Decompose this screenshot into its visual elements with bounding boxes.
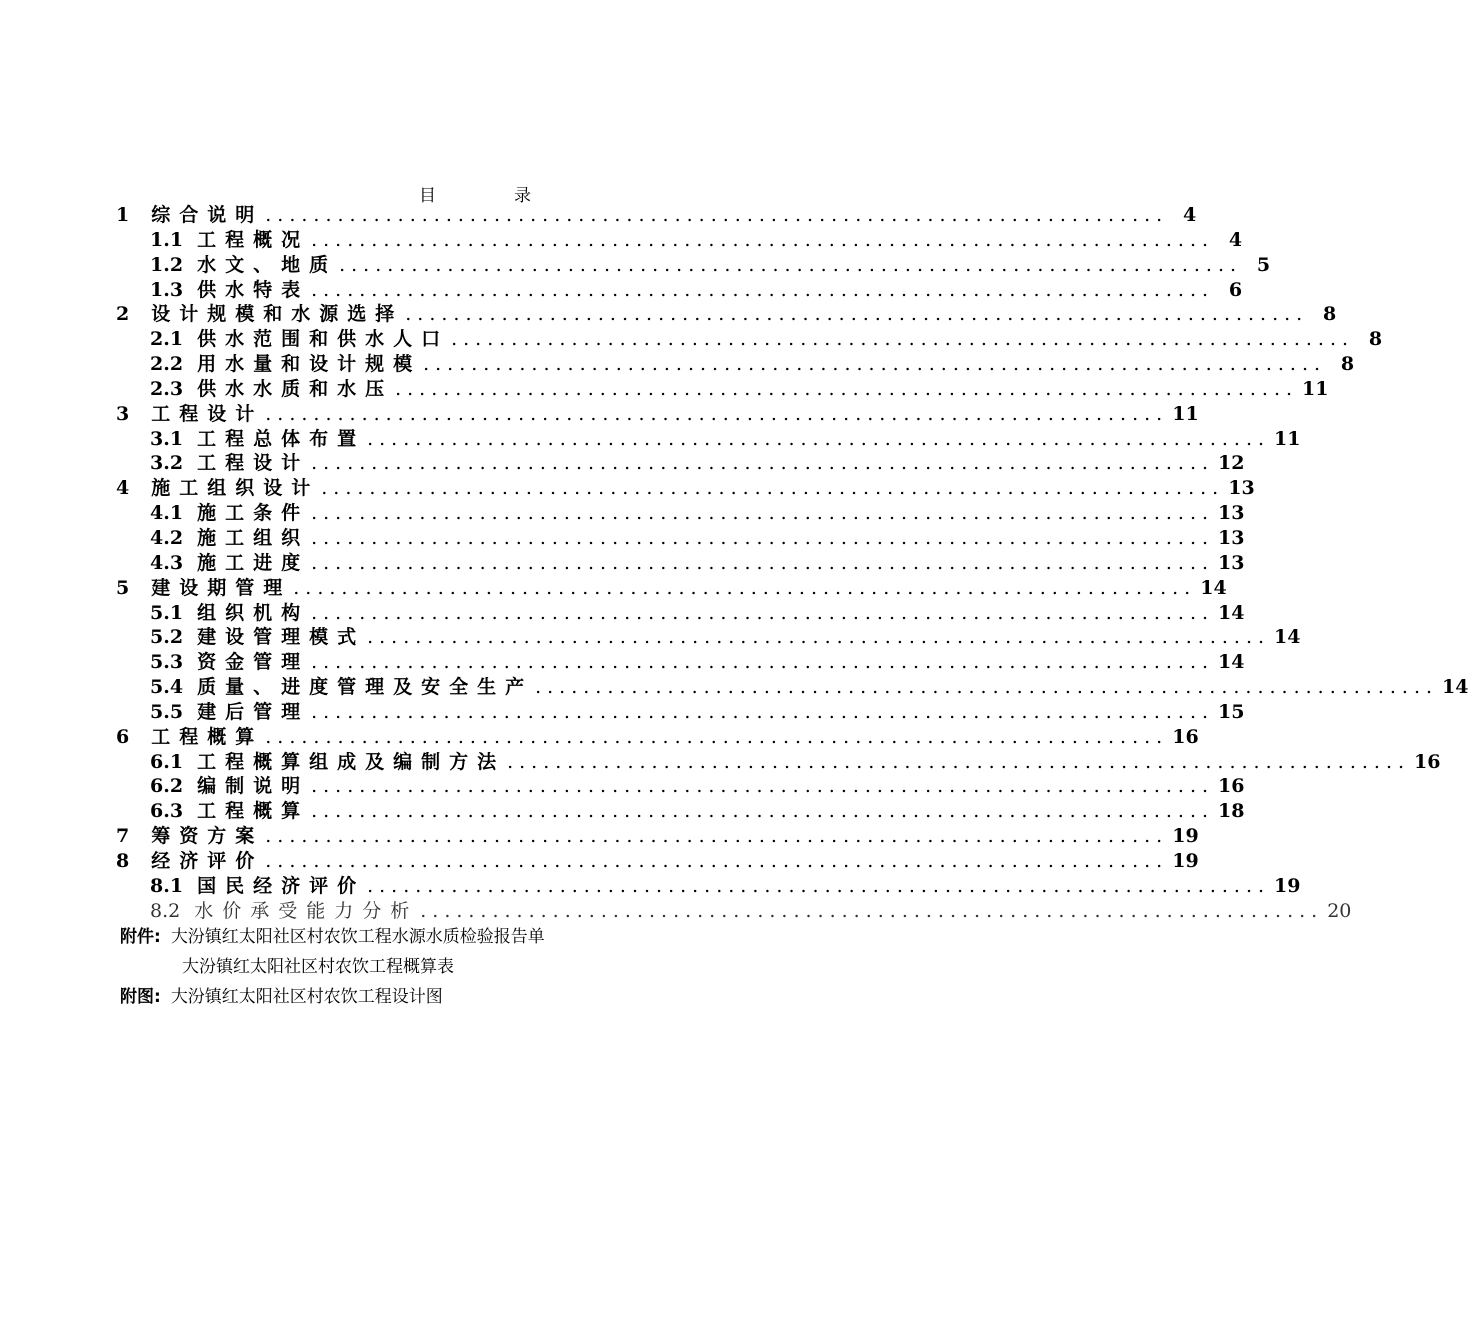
toc-leader-dots: ........................................................................... (265, 725, 1169, 748)
toc-title-right: 录 (514, 186, 531, 206)
toc-entry-page: 13 (1228, 477, 1255, 500)
toc-entry (116, 526, 1245, 551)
toc-entry-title: 筹资方案 (151, 825, 264, 848)
toc-entry-page: 19 (1172, 849, 1199, 872)
toc-entry-page: 13 (1218, 502, 1245, 525)
toc-entry-page: 14 (1218, 651, 1245, 674)
toc-entry-page: 14 (1442, 676, 1469, 699)
toc-leader-dots: ........................................................................... (311, 526, 1215, 549)
toc-entry-number: 1.2 (150, 253, 184, 276)
toc-entry-number: 3 (116, 402, 130, 425)
toc-entry-title: 工程设计 (151, 402, 264, 425)
toc-entry-number: 1.3 (150, 278, 184, 301)
toc-entry-page: 8 (1340, 353, 1355, 376)
toc-entry-title: 经济评价 (151, 849, 264, 872)
toc-leader-dots: ........................................................................... (423, 353, 1327, 376)
toc-entry-number: 3.2 (150, 452, 184, 475)
toc-leader-dots: ........................................................................... (405, 303, 1309, 326)
toc-entry-page: 15 (1218, 700, 1245, 723)
toc-leader-dots: ........................................................................... (311, 775, 1215, 798)
toc-entry (116, 874, 1301, 899)
toc-entry-title: 资金管理 (197, 651, 310, 674)
toc-entry-page: 13 (1218, 551, 1245, 574)
toc-leader-dots: ........................................................................... (265, 825, 1169, 848)
toc-entry-number: 4.2 (150, 526, 184, 549)
attachments-label: 附件: (120, 927, 161, 947)
toc-entry-page: 6 (1228, 278, 1243, 301)
toc-entry-title: 水文、地质 (197, 253, 338, 276)
toc-entry-page: 14 (1218, 601, 1245, 624)
toc-entry-number: 6.3 (150, 800, 184, 823)
toc-entry-page: 13 (1218, 526, 1245, 549)
toc-entry (116, 203, 1197, 228)
toc-entry-title: 建后管理 (197, 700, 310, 723)
toc-entry-number: 6.2 (150, 775, 184, 798)
toc-entry-number: 1.1 (150, 228, 184, 251)
toc-leader-dots: ........................................................................... (311, 800, 1215, 823)
toc-entry (116, 327, 1383, 352)
toc-entry-number: 2 (116, 303, 130, 326)
toc-entry (116, 799, 1245, 824)
toc-entry-title: 组织机构 (197, 601, 310, 624)
toc-leader-dots: ........................................................................... (311, 278, 1215, 301)
toc-leader-dots: ........................................................................... (395, 377, 1299, 400)
toc-entry (116, 551, 1245, 576)
toc-entry (116, 427, 1301, 452)
toc-entry-page: 11 (1274, 427, 1301, 450)
toc-entry-number: 1 (116, 204, 130, 226)
toc-entry (116, 352, 1355, 377)
toc-entry-title: 工程总体布置 (197, 427, 366, 450)
toc-entry-page: 8 (1322, 303, 1337, 326)
toc-leader-dots: ........................................................................... (321, 477, 1225, 500)
toc-entry-page: 11 (1172, 402, 1199, 425)
toc-leader-dots: ........................................................................... (311, 228, 1215, 251)
toc-entry-number: 8.2 (150, 899, 181, 922)
toc-entry-page: 16 (1218, 775, 1245, 798)
toc-entry-page: 14 (1200, 576, 1227, 599)
toc-entry (116, 824, 1199, 849)
toc-entry-number: 5.1 (150, 601, 184, 624)
toc-entry (116, 576, 1227, 601)
toc-entry-title: 施工组织 (197, 526, 310, 549)
toc-entry-number: 5 (116, 576, 130, 599)
toc-entry (116, 253, 1271, 278)
toc-entry-title: 施工条件 (197, 502, 310, 525)
toc-leader-dots: ........................................................................... (367, 874, 1271, 897)
toc-entry (116, 302, 1337, 327)
attachments-block-2 (182, 952, 454, 977)
toc-leader-dots: ........................................................................... (451, 328, 1355, 351)
toc-entry-title: 供水特表 (197, 278, 310, 301)
toc-entry (116, 228, 1243, 253)
toc-leader-dots: ........................................................................... (293, 576, 1197, 599)
attachment-item-2: 大汾镇红太阳社区村农饮工程概算表 (182, 957, 454, 977)
toc-entry (116, 650, 1245, 675)
attachments-block (120, 922, 545, 947)
toc-entry-page: 11 (1302, 377, 1329, 400)
toc-entry-page: 14 (1274, 626, 1301, 649)
toc-entry (116, 278, 1243, 303)
toc-entry-page: 4 (1228, 228, 1243, 251)
toc-entry-title: 施工进度 (197, 551, 310, 574)
toc-entry-page: 8 (1368, 328, 1383, 351)
toc-leader-dots: ........................................................................... (311, 452, 1215, 475)
toc-entry-page: 5 (1256, 253, 1271, 276)
toc-entry-title: 水价承受能力分析 (194, 899, 419, 922)
toc-entry (116, 750, 1441, 775)
toc-entry-number: 7 (116, 825, 130, 848)
toc-leader-dots: ........................................................................... (265, 849, 1169, 872)
toc-entry-number: 2.1 (150, 328, 184, 351)
toc-leader-dots: ........................................................................... (420, 899, 1324, 922)
toc-leader-dots: ........................................................................... (311, 502, 1215, 525)
toc-leader-dots: ........................................................................... (507, 750, 1411, 773)
figure-item-1: 大汾镇红太阳社区村农饮工程设计图 (170, 987, 443, 1007)
toc-entry (116, 451, 1245, 476)
toc-entry-number: 6.1 (150, 750, 184, 773)
toc-entry-number: 6 (116, 725, 130, 748)
toc-entry-number: 5.5 (150, 700, 184, 723)
table-of-contents (116, 203, 1469, 923)
toc-entry-title: 工程概况 (197, 228, 310, 251)
toc-entry-page: 19 (1172, 825, 1199, 848)
toc-entry-title: 工程概算组成及编制方法 (197, 750, 506, 773)
toc-entry-number: 4.3 (150, 551, 184, 574)
toc-entry (116, 849, 1199, 874)
toc-entry-title: 工程设计 (197, 452, 310, 475)
toc-entry-page: 12 (1218, 452, 1245, 475)
toc-entry-title: 编制说明 (197, 775, 310, 798)
toc-entry-page: 19 (1274, 874, 1301, 897)
toc-leader-dots: ........................................................................... (367, 427, 1271, 450)
toc-entry-number: 2.3 (150, 377, 184, 400)
toc-entry-title: 用水量和设计规模 (197, 353, 422, 376)
toc-entry-number: 4 (116, 477, 130, 500)
toc-entry-title: 建设期管理 (151, 576, 292, 599)
toc-entry-number: 8 (116, 849, 130, 872)
toc-entry-number: 8.1 (150, 874, 184, 897)
toc-entry (116, 725, 1199, 750)
toc-entry-page: 4 (1182, 204, 1197, 226)
toc-entry (116, 601, 1245, 626)
toc-entry-number: 3.1 (150, 427, 184, 450)
toc-entry (116, 377, 1329, 402)
toc-entry (116, 675, 1469, 700)
toc-entry-title: 工程概算 (151, 725, 264, 748)
toc-entry-title: 供水水质和水压 (197, 377, 394, 400)
toc-entry-title: 综合说明 (151, 204, 264, 226)
toc-leader-dots: ........................................................................... (265, 402, 1169, 425)
attachment-item-1: 大汾镇红太阳社区村农饮工程水源水质检验报告单 (170, 927, 545, 947)
toc-entry-page: 20 (1327, 899, 1352, 922)
toc-entry (116, 899, 1352, 924)
toc-leader-dots: ........................................................................... (311, 651, 1215, 674)
toc-entry-title: 国民经济评价 (197, 874, 366, 897)
toc-entry-page: 16 (1172, 725, 1199, 748)
toc-entry (116, 700, 1245, 725)
toc-entry-title: 质量、进度管理及安全生产 (197, 676, 534, 699)
toc-entry-page: 16 (1414, 750, 1441, 773)
toc-entry-number: 2.2 (150, 353, 184, 376)
toc-leader-dots: ........................................................................... (265, 204, 1169, 226)
toc-entry-number: 5.4 (150, 676, 184, 699)
toc-leader-dots: ........................................................................... (311, 700, 1215, 723)
toc-leader-dots: ........................................................................... (367, 626, 1271, 649)
toc-entry-number: 5.3 (150, 651, 184, 674)
figures-label: 附图: (120, 987, 161, 1007)
toc-entry-number: 4.1 (150, 502, 184, 525)
toc-title-left: 目 (419, 186, 436, 206)
toc-entry-title: 建设管理模式 (197, 626, 366, 649)
toc-leader-dots: ........................................................................... (311, 601, 1215, 624)
figures-block (120, 982, 443, 1007)
toc-leader-dots: ........................................................................... (535, 676, 1439, 699)
toc-entry (116, 476, 1255, 501)
toc-entry (116, 501, 1245, 526)
toc-entry-page: 18 (1218, 800, 1245, 823)
toc-entry-number: 5.2 (150, 626, 184, 649)
toc-entry (116, 402, 1199, 427)
toc-entry-title: 供水范围和供水人口 (197, 328, 450, 351)
toc-entry-title: 设计规模和水源选择 (151, 303, 404, 326)
toc-entry (116, 774, 1245, 799)
toc-entry-title: 工程概算 (197, 800, 310, 823)
toc-entry-title: 施工组织设计 (151, 477, 320, 500)
toc-leader-dots: ........................................................................... (339, 253, 1243, 276)
toc-leader-dots: ........................................................................... (311, 551, 1215, 574)
toc-entry (116, 625, 1301, 650)
